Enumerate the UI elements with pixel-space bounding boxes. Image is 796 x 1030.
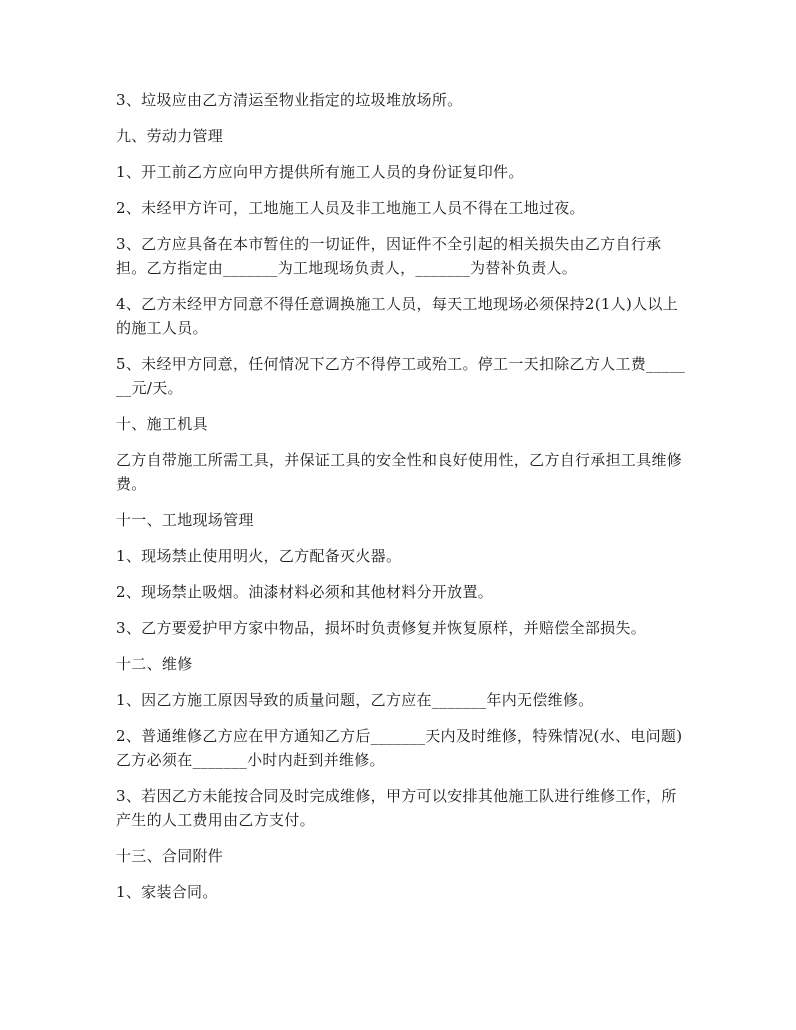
clause-labor-2: 2、未经甲方许可，工地施工人员及非工地施工人员不得在工地过夜。 [116, 199, 585, 217]
section-heading-labor-management: 九、劳动力管理 [116, 127, 224, 145]
clause-attachments-1: 1、家装合同。 [116, 883, 218, 901]
clause-site-2: 2、现场禁止吸烟。油漆材料必须和其他材料分开放置。 [116, 583, 494, 601]
section-heading-maintenance: 十二、维修 [116, 655, 193, 673]
clause-maintenance-1: 1、因乙方施工原因导致的质量问题，乙方应在_______年内无偿维修。 [116, 691, 594, 709]
section-heading-attachments: 十三、合同附件 [116, 847, 224, 865]
clause-labor-5: 5、未经甲方同意，任何情况下乙方不得停工或殆工。停工一天扣除乙方人工费_______元/天。 [116, 355, 686, 397]
clause-tools: 乙方自带施工所需工具，并保证工具的安全性和良好使用性，乙方自行承担工具维修费。 [116, 451, 683, 493]
section-heading-tools: 十、施工机具 [116, 415, 208, 433]
clause-site-1: 1、现场禁止使用明火，乙方配备灭火器。 [116, 547, 402, 565]
clause-labor-3: 3、乙方应具备在本市暂住的一切证件，因证件不全引起的相关损失由乙方自行承担。乙方指定由_______为工地现场负责人，_______为替补负责人。 [116, 235, 662, 277]
clause-maintenance-2: 2、普通维修乙方应在甲方通知乙方后_______天内及时维修，特殊情况(水、电问题)乙方必须在_______小时内赶到并维修。 [116, 727, 683, 769]
section-heading-site-management: 十一、工地现场管理 [116, 511, 254, 529]
clause-site-3: 3、乙方要爱护甲方家中物品，损坏时负责修复并恢复原样，并赔偿全部损失。 [116, 619, 647, 637]
clause-labor-4: 4、乙方未经甲方同意不得任意调换施工人员，每天工地现场必须保持2(1人)人以上的施工人员。 [116, 295, 679, 337]
clause-9-3-garbage: 3、垃圾应由乙方清运至物业指定的垃圾堆放场所。 [116, 91, 463, 109]
document-page [116, 88, 686, 916]
clause-maintenance-3: 3、若因乙方未能按合同及时完成维修，甲方可以安排其他施工队进行维修工作，所产生的人工费用由乙方支付。 [116, 787, 677, 829]
clause-labor-1: 1、开工前乙方应向甲方提供所有施工人员的身份证复印件。 [116, 163, 524, 181]
